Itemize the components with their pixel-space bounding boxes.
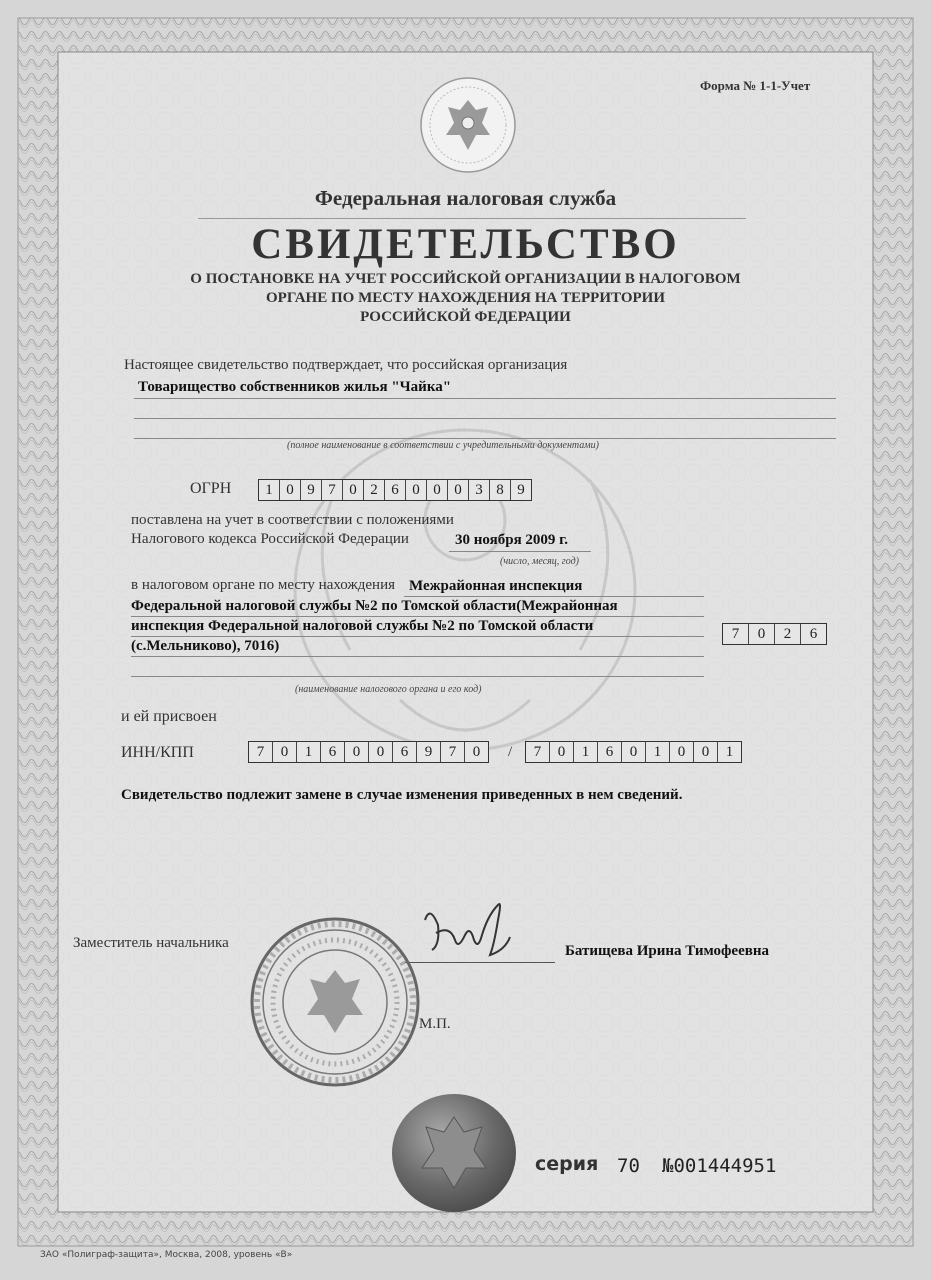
replacement-notice: Свидетельство подлежит замене в случае изменения приведенных в нем сведений. — [121, 787, 683, 803]
code-digit: 0 — [749, 624, 775, 644]
signature-line — [405, 962, 555, 963]
tax-office-underline — [131, 636, 704, 637]
document-title: СВИДЕТЕЛЬСТВО — [251, 221, 680, 268]
inn-kpp-label: ИНН/КПП — [121, 744, 194, 761]
series-label: серия — [535, 1153, 599, 1175]
agency-underline — [198, 218, 746, 219]
ogrn-digit: 0 — [280, 480, 301, 500]
org-underline — [134, 438, 836, 439]
organization-name: Товарищество собственников жилья "Чайка" — [138, 379, 452, 395]
ogrn-digit: 0 — [448, 480, 469, 500]
registration-date: 30 ноября 2009 г. — [455, 532, 569, 548]
ogrn-digit: 0 — [343, 480, 364, 500]
ogrn-label: ОГРН — [190, 480, 232, 497]
tax-office-code-boxes — [722, 623, 827, 645]
tax-office-underline — [131, 616, 704, 617]
kpp-digit: 0 — [550, 742, 574, 762]
inn-digit: 7 — [249, 742, 273, 762]
handwritten-signature-icon — [410, 895, 520, 965]
inn-digit: 0 — [472, 744, 481, 760]
kpp-digit: 6 — [598, 742, 622, 762]
code-digit: 7 — [723, 624, 749, 644]
ogrn-digit: 0 — [406, 480, 427, 500]
assigned-label: и ей присвоен — [121, 708, 217, 725]
tax-office-line: Межрайонная инспекция — [409, 578, 583, 594]
tax-office-caption: (наименование налогового органа и его код) — [295, 684, 482, 695]
inn-boxes — [248, 741, 489, 763]
org-underline — [134, 398, 836, 399]
official-stamp-icon — [248, 915, 423, 1090]
ogrn-digit: 7 — [322, 480, 343, 500]
ogrn-digit: 9 — [517, 482, 525, 498]
printer-imprint: ЗАО «Полиграф-защита», Москва, 2008, уровень «В» — [40, 1250, 293, 1260]
subtitle-line: О ПОСТАНОВКЕ НА УЧЕТ РОССИЙСКОЙ ОРГАНИЗАЦИИ В НАЛОГОВОМ — [190, 271, 741, 287]
ogrn-digit: 3 — [469, 480, 490, 500]
inn-digit: 0 — [345, 742, 369, 762]
inn-digit: 0 — [273, 742, 297, 762]
subtitle-line: РОССИЙСКОЙ ФЕДЕРАЦИИ — [360, 309, 571, 325]
form-number: Форма № 1-1-Учет — [700, 78, 811, 93]
subtitle-line: ОРГАНЕ ПО МЕСТУ НАХОЖДЕНИЯ НА ТЕРРИТОРИИ — [265, 290, 665, 306]
serial-number: №001444951 — [662, 1155, 777, 1177]
signer-position: Заместитель начальника — [73, 935, 229, 951]
inn-digit: 6 — [393, 742, 417, 762]
eagle-emblem-icon — [418, 75, 518, 175]
hologram-emblem-icon — [390, 1092, 518, 1214]
date-underline — [449, 551, 591, 552]
code-digit: 2 — [775, 624, 801, 644]
org-underline — [134, 418, 836, 419]
kpp-digit: 0 — [622, 742, 646, 762]
kpp-digit: 1 — [646, 742, 670, 762]
ogrn-digit: 0 — [427, 480, 448, 500]
kpp-digit: 0 — [670, 742, 694, 762]
agency-name: Федеральная налоговая служба — [314, 186, 617, 210]
series-number: 70 — [617, 1155, 640, 1177]
tax-office-line: (с.Мельниково), 7016) — [131, 638, 280, 654]
inn-digit: 7 — [441, 742, 465, 762]
org-caption: (полное наименование в соответствии с учредительными документами) — [287, 440, 599, 451]
tax-office-underline — [131, 656, 704, 657]
ogrn-digit: 2 — [364, 480, 385, 500]
date-caption: (число, месяц, год) — [500, 556, 579, 567]
kpp-digit: 1 — [574, 742, 598, 762]
tax-office-line: инспекция Федеральной налоговой службы №2 по Томской области — [131, 618, 594, 634]
registered-line-2: Налогового кодекса Российской Федерации — [131, 531, 409, 547]
signer-name: Батищева Ирина Тимофеевна — [565, 943, 769, 959]
registered-line-1: поставлена на учет в соответствии с положениями — [131, 512, 454, 528]
ogrn-digit: 9 — [301, 480, 322, 500]
code-digit: 6 — [809, 626, 818, 642]
tax-office-underline — [404, 596, 704, 597]
tax-office-line: Федеральной налоговой службы №2 по Томской области(Межрайонная — [131, 598, 618, 614]
intro-text: Настоящее свидетельство подтверждает, что российская организация — [124, 357, 568, 373]
kpp-digit: 0 — [694, 742, 718, 762]
inn-digit: 1 — [297, 742, 321, 762]
tax-office-prefix: в налоговом органе по месту нахождения — [131, 577, 396, 593]
stamp-place-label: М.П. — [419, 1016, 451, 1032]
kpp-boxes — [525, 741, 742, 763]
inn-digit: 6 — [321, 742, 345, 762]
inn-digit: 9 — [417, 742, 441, 762]
kpp-digit: 1 — [725, 744, 734, 760]
kpp-digit: 7 — [526, 742, 550, 762]
ogrn-digit: 8 — [490, 480, 511, 500]
document-subtitle — [0, 270, 931, 327]
inn-digit: 0 — [369, 742, 393, 762]
ogrn-digit: 6 — [385, 480, 406, 500]
ogrn-boxes — [258, 479, 532, 501]
inn-kpp-separator: / — [508, 744, 513, 760]
tax-office-underline — [131, 676, 704, 677]
ogrn-digit: 1 — [259, 480, 280, 500]
